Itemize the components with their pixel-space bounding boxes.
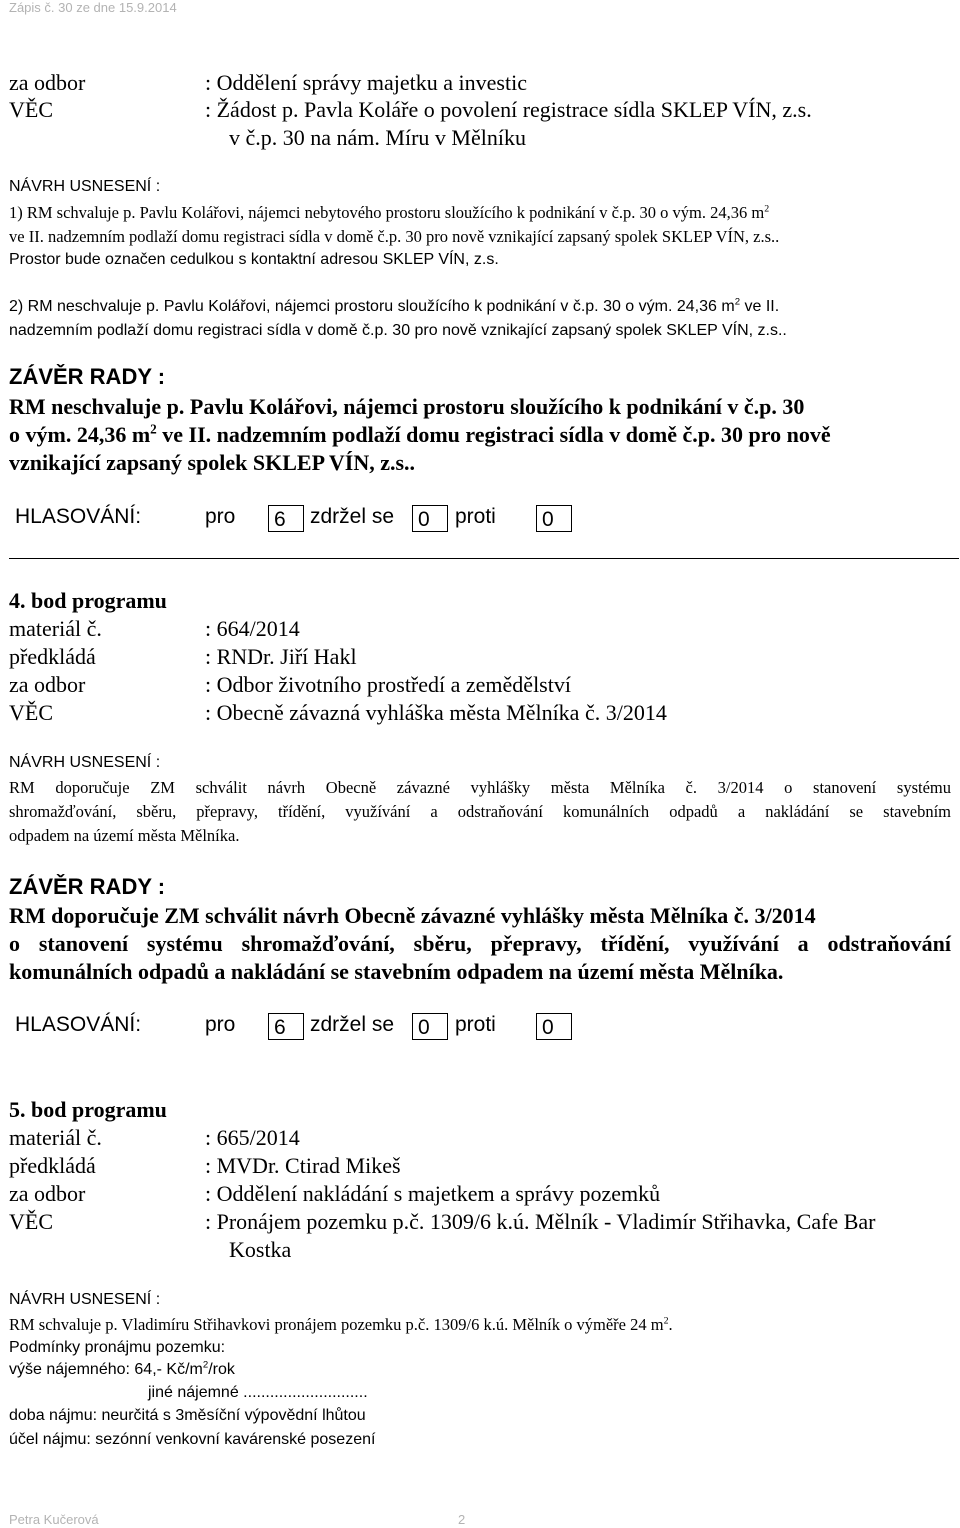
zaver-line-1: RM neschvaluje p. Pavlu Kolářovi, nájemci prostoru sloužícího k podnikání v č.p. 30 [9,394,805,419]
item-4-title: 4. bod programu [9,588,167,613]
predklada-label: předkládá [9,644,96,669]
page-header: Zápis č. 30 ze dne 15.9.2014 [9,0,177,15]
navrh-usneseni-label: NÁVRH USNESENÍ : [9,178,161,195]
navrh-line-1: RM doporučuje ZM schválit návrh Obecně závazné vyhlášky města Mělníka č. 3/2014 o stanovení systému [9,778,951,797]
proti-label: proti [455,1013,496,1036]
pro-count: 6 [268,505,304,532]
proti-count: 0 [536,1013,572,1040]
voting-label: HLASOVÁNÍ: [15,1013,142,1036]
vec-value-cont: v č.p. 30 na nám. Míru v Mělníku [229,125,526,150]
navrh-line-3: odpadem na území města Mělníka. [9,826,240,845]
section-divider [9,558,959,559]
zaver-line-3: komunálních odpadů a nakládání se stavebním odpadem na území města Mělníka. [9,959,784,984]
proposal-1-line-3: Prostor bude označen cedulkou s kontaktní adresou SKLEP VÍN, z.s. [9,251,499,268]
proposal-2-line-1: 2) RM neschvaluje p. Pavlu Kolářovi, nájemci prostoru sloužícího k podnikání v č.p. 30 o vým. 24,36 $m^2$ ve II. [9,296,780,315]
navrh-line-5: doba nájmu: neurčitá s 3měsíční výpovědní lhůtou [9,1407,366,1424]
zaver-line-2: o stanovení systému shromažďování, sběru, přepravy, třídění, využívání a odstraňování [9,931,951,956]
navrh-line-2: shromažďování, sběru, přepravy, třídění, využívání a odstraňování komunálních odpadů a nakládání se stavebním [9,802,951,821]
material-value: : 664/2014 [205,616,300,641]
predklada-value: : RNDr. Jiří Hakl [205,644,357,669]
item-5-title: 5. bod programu [9,1097,167,1122]
zaver-rady-label: ZÁVĚR RADY : [9,364,166,389]
vec-label: VĚC [9,700,53,725]
za-odbor-value: : Oddělení nakládání s majetkem a správy pozemků [205,1181,661,1206]
proti-label: proti [455,505,496,528]
vec-label: VĚC [9,97,53,122]
material-label: materiál č. [9,1125,102,1150]
navrh-usneseni-label: NÁVRH USNESENÍ : [9,1291,161,1308]
pro-label: pro [205,1013,236,1036]
pro-count: 6 [268,1013,304,1040]
zaver-rady-label: ZÁVĚR RADY : [9,874,166,899]
navrh-line-2: Podmínky pronájmu pozemku: [9,1339,226,1356]
navrh-line-3: výše nájemného: 64,- $Kč/m^2$/rok [9,1359,235,1378]
za-odbor-label: za odbor [9,1181,86,1206]
proposal-1-line-1: 1) RM schvaluje p. Pavlu Kolářovi, nájemci nebytového prostoru sloužícího k podnikání v č.p. 30 o vým. 24,36 $m^2$ [9,203,770,222]
voting-label: HLASOVÁNÍ: [15,505,142,528]
zaver-line-1: RM doporučuje ZM schválit návrh Obecně závazné vyhlášky města Mělníka č. 3/2014 [9,903,816,928]
za-odbor-label: za odbor [9,70,86,95]
za-odbor-label: za odbor [9,672,86,697]
navrh-line-6: účel nájmu: sezónní venkovní kavárenské posezení [9,1431,376,1448]
predklada-label: předkládá [9,1153,96,1178]
navrh-usneseni-label: NÁVRH USNESENÍ : [9,754,161,771]
proti-count: 0 [536,505,572,532]
pro-label: pro [205,505,236,528]
navrh-line-4: jiné nájemné ............................ [148,1384,368,1401]
zdrzel-label: zdržel se [310,1013,395,1036]
proposal-1-line-2: ve II. nadzemním podlaží domu registraci sídla v domě č.p. 30 pro nově vznikající zapsaný spolek SKLEP VÍN, z.s.. [9,227,780,246]
proposal-2-line-2: nadzemním podlaží domu registraci sídla v domě č.p. 30 pro nově vznikající zapsaný spolek SKLEP VÍN, z.s.. [9,322,787,339]
zdrzel-count: 0 [412,505,448,532]
zaver-line-2: o vým. 24,36 $m^2$ ve II. nadzemním podlaží domu registraci sídla v domě č.p. 30 pro nově [9,421,831,447]
footer-page-number: 2 [458,1512,466,1527]
vec-value: : Žádost p. Pavla Koláře o povolení registrace sídla SKLEP VÍN, z.s. [205,97,812,122]
predklada-value: : MVDr. Ctirad Mikeš [205,1153,401,1178]
footer-author: Petra Kučerová [9,1512,99,1527]
vec-label: VĚC [9,1209,53,1234]
vec-value: : Pronájem pozemku p.č. 1309/6 k.ú. Mělník - Vladimír Střihavka, Cafe Bar [205,1209,876,1234]
zdrzel-count: 0 [412,1013,448,1040]
material-label: materiál č. [9,616,102,641]
zaver-line-3: vznikající zapsaný spolek SKLEP VÍN, z.s.. [9,450,416,475]
vec-value-cont: Kostka [229,1237,292,1262]
za-odbor-value: : Odbor životního prostředí a zemědělství [205,672,571,697]
zdrzel-label: zdržel se [310,505,395,528]
za-odbor-value: : Oddělení správy majetku a investic [205,70,527,95]
navrh-line-1: RM schvaluje p. Vladimíru Střihavkovi pronájem pozemku p.č. 1309/6 k.ú. Mělník o výměře 24 $m^2$. [9,1315,673,1334]
vec-value: : Obecně závazná vyhláška města Mělníka č. 3/2014 [205,700,667,725]
material-value: : 665/2014 [205,1125,300,1150]
